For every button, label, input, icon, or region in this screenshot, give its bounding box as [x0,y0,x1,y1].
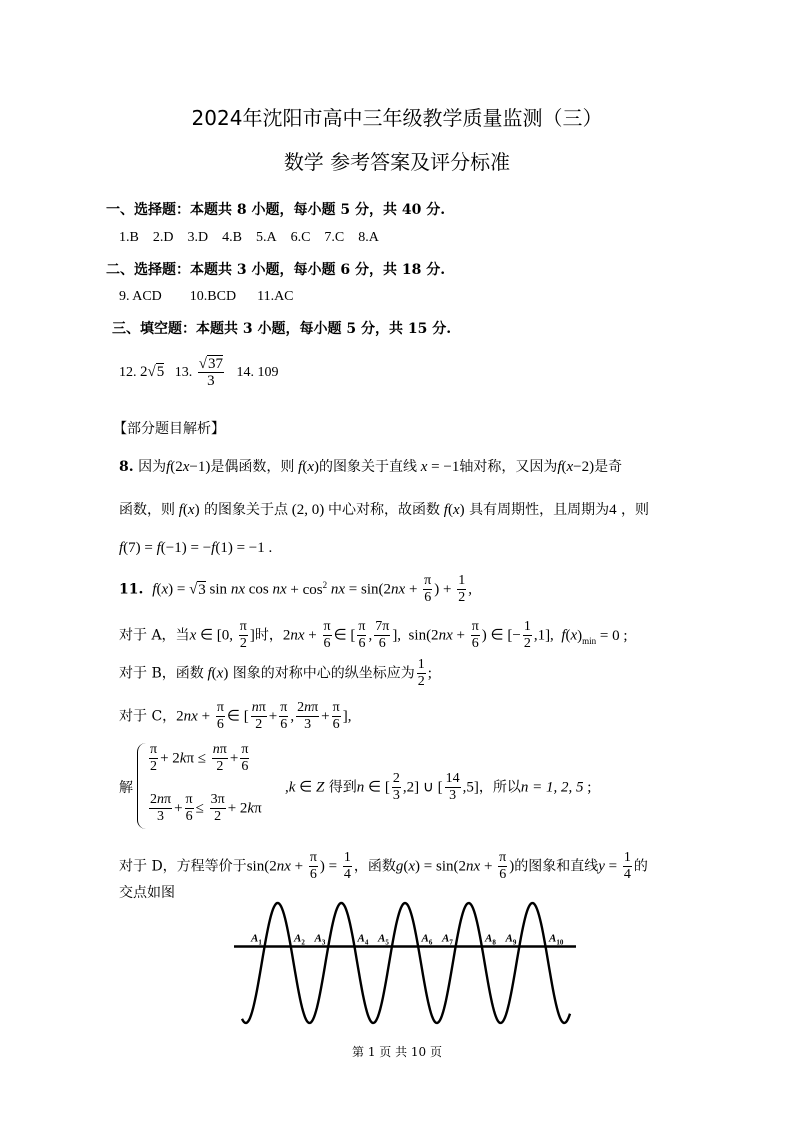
q8-text: 函数，则 [119,502,175,518]
q11-text: 得到 [328,779,357,796]
answer-10: 10.BCD [189,289,237,304]
answer-12-radicand: 5 [156,364,165,380]
q11-text: ，所以 [478,779,521,796]
q8-text: 的图象关于点 [204,502,289,518]
q11-option-a: 对于 A，当x ∈ [0, $\frac{\pi}{2}$ ]时，2nx + $\frac{\pi}{6}$ ∈ [ $\frac{\pi}{6}$ , $\frac{7\pi}{6}$ ], sin(2nx + $\frac{\pi}{6}$ ) ∈ [− $\frac{1}{2}$ ,1], $f(x)_{min} = 0$ ; [119,619,628,651]
intersection-label: $A_{10}$ [549,932,564,947]
section2-heading: 二、选择题：本题共 3 小题，每小题 6 分，共 18 分. [106,262,446,278]
q11-text: 图象的对称中心的纵坐标应为 [232,665,415,682]
answer-1: 1.B [119,230,139,245]
q11-option-d: 对于 D，方程等价于sin(2nx + $\frac{\pi}{6}$ ) = $\frac{1}{4}$ ，函数g(x) = sin(2nx + $\frac{\pi}{6}$ )的图象和直线y = $\frac{1}{4}$ 的 [119,850,648,882]
q11-text: 对于 C， [119,708,177,725]
q11-solve-label: 解 [119,780,133,796]
intersection-label: $A_5$ [378,932,389,947]
answer-7: 7.C [324,230,345,245]
answer-12-coef: 2 [140,364,148,380]
n-values: n = 1, 2, 5 [520,779,584,796]
q11-text: 对于 B，函数 [119,665,204,682]
q11-option-b: 对于 B，函数 f(x) 图象的对称中心的纵坐标应为 $\frac{1}{2}$ ; [119,657,432,689]
q8-text: 轴对称，又因为 [459,459,558,475]
page-footer: 第 1 页 共 10 页 [352,1045,442,1059]
answer-13-denominator: 3 [207,373,215,390]
analysis-heading: 【部分题目解析】 [113,421,225,437]
q8-text: 是奇 [594,459,623,475]
q8-line3: f(7) = f(−1) = −f(1) = −1 . [119,540,273,556]
q11-text: 的图象和直线 [514,858,599,875]
q11-text: 对于 D，方程等价于 [119,858,247,875]
sine-curve [242,903,570,1023]
intersection-label: $A_6$ [421,932,433,947]
inequality-2: $\frac{2n\pi}{3}$ + $\frac{\pi}{6}$ ≤ $\frac{3\pi}{2}$ + 2kπ [150,792,262,824]
answer-13-label: 13. [174,365,193,380]
intersection-label: $A_1$ [251,932,262,947]
q8-line2: 函数，则 f(x) 的图象关于点 (2, 0) 中心对称，故函数 f(x) 具有周期性，且周期为4 ，则 [119,502,650,518]
q11-option-d-line2: 交点如图 [119,885,175,901]
q8-text: ，则 [621,502,650,518]
q11-text: 对于 A，当 [119,627,190,644]
section2-answers [119,289,294,305]
q8-text: 是偶函数，则 [210,459,295,475]
q8-text: 的图象关于直线 [318,459,417,475]
intersection-label: $A_9$ [505,932,517,947]
intersection-labels [250,933,564,947]
page-title: 2024年沈阳市高中三年级教学质量监测（三） [191,106,603,130]
intersection-label: $A_4$ [357,932,369,947]
q8-text: 因为 [138,459,167,475]
answer-14: 14. 109 [236,365,279,380]
intersection-label: $A_7$ [442,932,453,947]
intersection-label: $A_8$ [485,932,496,947]
q8-period: 4 [609,502,617,518]
q8-text: 中心对称，故函数 [328,502,441,518]
answer-2: 2.D [152,230,174,245]
q8-number: 8. [119,459,134,475]
system-brace [137,743,146,829]
intersection-label: $A_2$ [294,932,305,947]
q11-line1: 11. f(x) = √3 sin nx cos nx + $\cos^2$ nx = sin(2nx + $\frac{\pi}{6}$ ) + $\frac{1}{2}$ , [119,573,472,605]
answer-9: 9. ACD [119,289,162,304]
answer-5: 5.A [255,230,277,245]
answer-13-radicand: 37 [207,356,223,373]
q11-number: 11. [119,581,144,598]
answer-8: 8.A [358,230,379,245]
q11-text: 的 [633,858,648,875]
section3-heading: 三、填空题：本题共 3 小题，每小题 5 分，共 15 分. [112,321,452,337]
section1-answers [119,230,379,246]
inequality-1: $\frac{\pi}{2}$ + 2kπ ≤ $\frac{n\pi}{2}$ + $\frac{\pi}{6}$ [150,742,249,774]
answer-12-label: 12. [119,365,137,380]
q11-solve-result: ,k ∈ Z 得到n ∈ [ $\frac{2}{3}$ ,2] ∪ [ $\frac{14}{3}$ ,5]，所以n = 1, 2, 5 ; [285,771,592,803]
q11-text: 时， [254,627,283,644]
q11-text: ，函数 [353,858,396,875]
intersection-label: $A_3$ [314,932,326,947]
answer-11: 11.AC [257,289,294,304]
q8-text: 具有周期性，且周期为 [469,502,610,518]
answer-13-fraction: $\frac{√37}{3}$ [198,356,223,390]
sine-intersection-figure [232,900,580,1030]
section3-answers: 12. 2√5 13. $\frac{√37}{3}$ 14. 109 [119,356,279,390]
answer-3: 3.D [187,230,209,245]
answer-4: 4.B [222,230,242,245]
answer-6: 6.C [290,230,311,245]
section1-heading: 一、选择题：本题共 8 小题，每小题 5 分，共 40 分. [106,202,446,218]
q8-line1: 8. 因为f(2x−1)是偶函数，则 f(x)的图象关于直线 x = −1轴对称，又因为f(x−2)是奇 [119,459,623,475]
page-subtitle: 数学 参考答案及评分标准 [283,150,511,174]
q11-option-c: 对于 C，2nx + $\frac{\pi}{6}$ ∈ [ $\frac{n\pi}{2}$ + $\frac{\pi}{6}$ , $\frac{2n\pi}{3}$ + $\frac{\pi}{6}$ ], [119,700,352,732]
